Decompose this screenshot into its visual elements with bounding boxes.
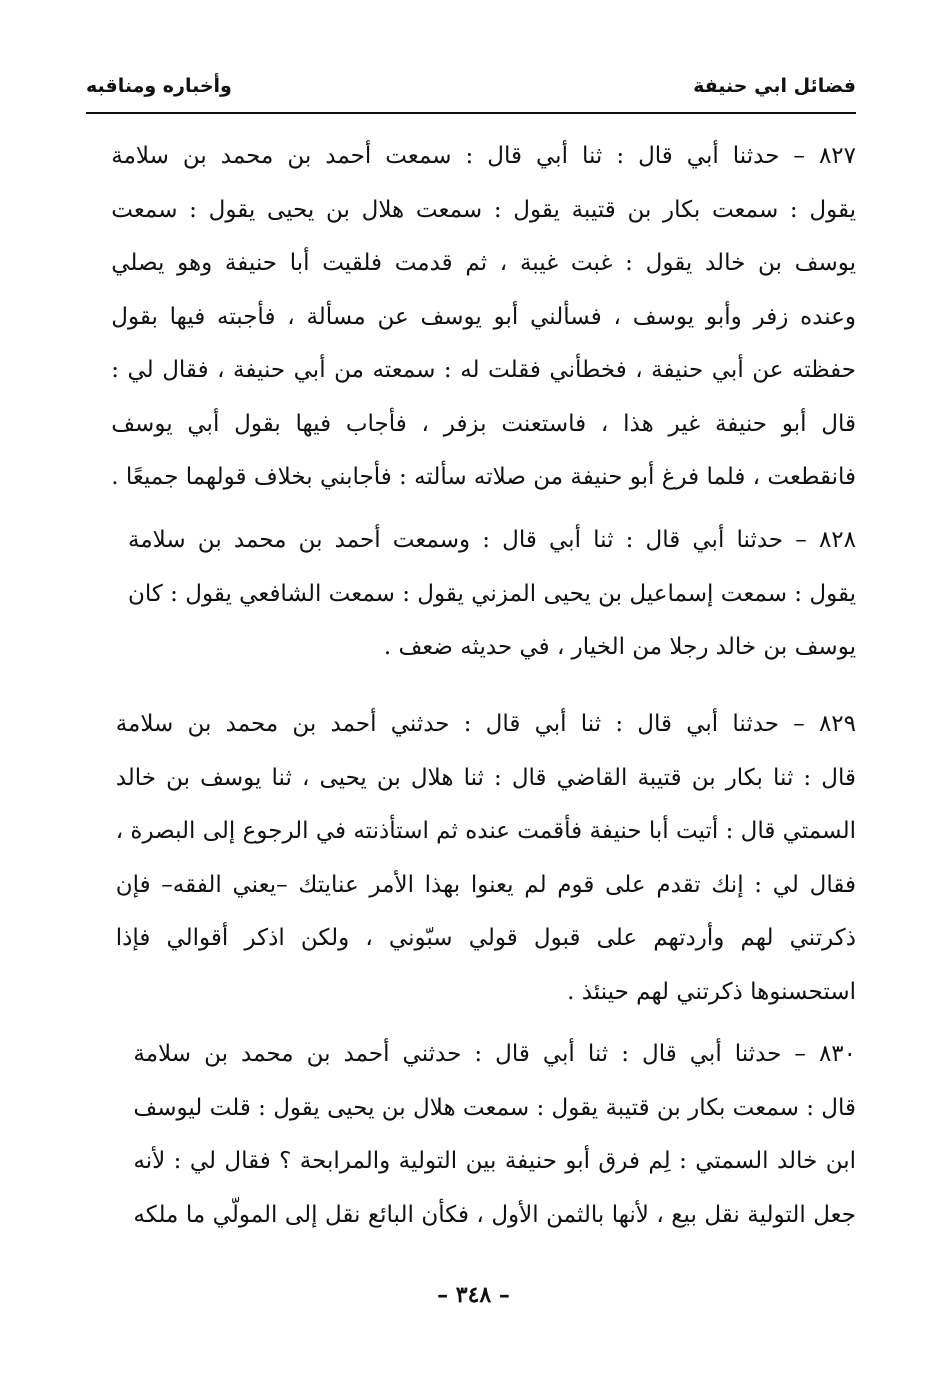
paragraph-829 bbox=[116, 698, 856, 1019]
text-line: يقول : سمعت إسماعيل بن يحيى المزني يقول : سمعت الشافعي يقول : كان bbox=[128, 580, 856, 607]
running-header bbox=[86, 70, 856, 110]
text-line: ابن خالد السمتي : لِم فرق أبو حنيفة بين التولية والمرابحة ؟ فقال لي : لأنه bbox=[133, 1148, 856, 1174]
text-line: فقال لي : إنك تقدم على قوم لم يعنوا بهذا الأمر عنايتك –يعني الفقه– فإن bbox=[115, 871, 856, 898]
text-line: يوسف بن خالد يقول : غبت غيبة ، ثم قدمت فلقيت أبا حنيفة وهو يصلي bbox=[111, 250, 856, 276]
text-line: ٨٢٧ – حدثنا أبي قال : ثنا أبي قال : سمعت أحمد بن محمد بن سلامة bbox=[111, 143, 856, 169]
paragraph-827 bbox=[111, 130, 856, 505]
text-line: جعل التولية نقل بيع ، لأنها بالثمن الأول ، فكأن البائع نقل إلى المولّي ما ملكه bbox=[133, 1201, 856, 1228]
text-line: ٨٢٨ – حدثنا أبي قال : ثنا أبي قال : وسمعت أحمد بن محمد بن سلامة bbox=[128, 527, 856, 553]
text-line: استحسنوها ذكرتني لهم حينئذ . bbox=[567, 978, 856, 1005]
text-line: فانقطعت ، فلما فرغ أبو حنيفة من صلاته سألته : فأجابني بخلاف قولهما جميعًا . bbox=[111, 464, 856, 490]
page-number: – ٣٤٨ – bbox=[437, 1282, 510, 1308]
text-line: قال أبو حنيفة غير هذا ، فاستعنت بزفر ، فأجاب فيها بقول أبي يوسف bbox=[111, 410, 856, 437]
text-line: يوسف بن خالد رجلا من الخيار ، في حديثه ضعف . bbox=[383, 634, 856, 660]
text-line: ٨٢٩ – حدثنا أبي قال : ثنا أبي قال : حدثني أحمد بن محمد بن سلامة bbox=[115, 711, 856, 737]
header-book-title: فضائل ابي حنيفة bbox=[693, 75, 856, 97]
text-line: حفظته عن أبي حنيفة ، فخطأني فقلت له : سمعته من أبي حنيفة ، فقال لي : bbox=[111, 357, 856, 383]
text-line: وعنده زفر وأبو يوسف ، فسألني أبو يوسف عن مسألة ، فأجبته فيها بقول bbox=[111, 303, 856, 330]
text-line: ٨٣٠ – حدثنا أبي قال : ثنا أبي قال : حدثني أحمد بن محمد بن سلامة bbox=[133, 1041, 856, 1067]
paragraph-830 bbox=[133, 1028, 856, 1242]
header-section-title: وأخباره ومناقبه bbox=[86, 75, 232, 97]
text-line: ذكرتني لهم وأردتهم على قبول قولي سبّوني ، ولكن اذكر أقوالي فإذا bbox=[115, 925, 856, 951]
text-line: يقول : سمعت بكار بن قتيبة يقول : سمعت هلال بن يحيى يقول : سمعت bbox=[111, 196, 856, 223]
paragraph-828 bbox=[128, 514, 856, 675]
text-line: قال : ثنا بكار بن قتيبة القاضي قال : ثنا هلال بن يحيى ، ثنا يوسف بن خالد bbox=[115, 764, 856, 791]
text-line: قال : سمعت بكار بن قتيبة يقول : سمعت هلال بن يحيى يقول : قلت ليوسف bbox=[133, 1094, 856, 1121]
header-divider bbox=[86, 112, 856, 114]
text-line: السمتي قال : أتيت أبا حنيفة فأقمت عنده ثم استأذنته في الرجوع إلى البصرة ، bbox=[115, 818, 856, 844]
